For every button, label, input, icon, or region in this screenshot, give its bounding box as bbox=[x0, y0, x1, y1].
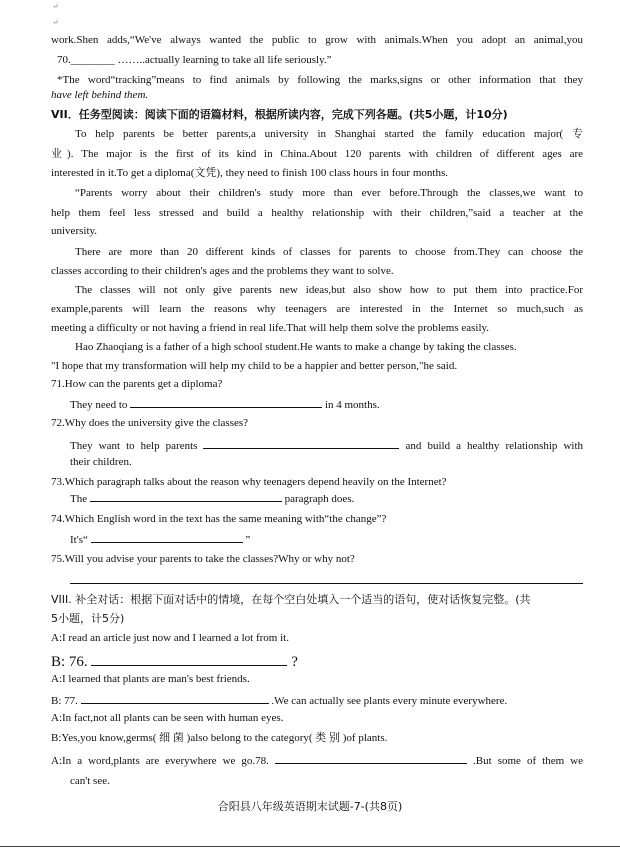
section-7-title: VII．任务型阅读：阅读下面的语篇材料，根据所读内容，完成下列各题。(共5小题，计10分) bbox=[51, 108, 508, 121]
answer-72-cont: their children. bbox=[70, 456, 132, 468]
footnote-line: have left behind them. bbox=[51, 89, 149, 101]
answer-73-blank[interactable] bbox=[90, 490, 282, 502]
passage-line: classes according to their children's ages and the problems they want to solve. bbox=[51, 265, 394, 277]
answer-73-line bbox=[70, 490, 583, 506]
dialogue-line-b77 bbox=[51, 692, 583, 708]
answer-74-line bbox=[70, 531, 583, 547]
passage-line: “Parents worry about their children's study more than ever before.Through the classes,we want to bbox=[75, 187, 583, 199]
dialogue-b77-suffix: .We can actually see plants every minute everywhere. bbox=[271, 695, 508, 707]
question-71: 71.How can the parents get a diploma? bbox=[51, 378, 223, 390]
footnote-line: *The word“tracking”means to find animals by following the marks,signs or other information that they bbox=[57, 74, 583, 86]
passage-line: example,parents will learn the reasons why teenagers are interested in the Internet so much,such as bbox=[51, 303, 583, 315]
paragraph-mark: ↵ bbox=[52, 2, 59, 11]
answer-78-blank[interactable] bbox=[275, 752, 467, 764]
answer-73-prefix: The bbox=[70, 493, 88, 505]
answer-74-prefix: It's“ bbox=[70, 534, 88, 546]
passage-line: university. bbox=[51, 225, 98, 237]
answer-71-blank[interactable] bbox=[130, 396, 322, 408]
passage-line: Hao Zhaoqiang is a father of a high school student.He wants to make a change by taking the classes. bbox=[75, 341, 517, 353]
question-74: 74.Which English word in the text has the same meaning with“the change”? bbox=[51, 513, 387, 525]
section-8-title-cont: 5小题，计5分) bbox=[51, 612, 125, 625]
passage-line: "I hope that my transformation will help my child to be a happier and better person,"he said. bbox=[51, 360, 458, 372]
passage-line: work.Shen adds,“We've always wanted the public to grow with animals.When you adopt an animal,you bbox=[51, 34, 583, 46]
dialogue-b76-suffix: ? bbox=[291, 654, 298, 670]
answer-71-prefix: They need to bbox=[70, 399, 128, 411]
passage-line: 70.________ ……..actually learning to take all life seriously.” bbox=[57, 54, 332, 66]
passage-line: interested in it.To get a diploma(文凭), they need to finish 100 class hours in four months. bbox=[51, 167, 448, 179]
dialogue-line-a1: A:I read an article just now and I learned a lot from it. bbox=[51, 632, 289, 644]
answer-71-line bbox=[70, 396, 583, 412]
dialogue-line-a2: A:I learned that plants are man's best friends. bbox=[51, 673, 250, 685]
dialogue-line-a4-cont: can't see. bbox=[70, 775, 110, 787]
passage-line: There are more than 20 different kinds of classes for parents to choose from.They can choose the bbox=[75, 246, 583, 258]
paragraph-mark: ↵ bbox=[52, 18, 59, 27]
passage-line: meeting a difficulty or not having a friend in real life.That will help them solve the problems easily. bbox=[51, 322, 490, 334]
dialogue-line-a3: A:In fact,not all plants can be seen with human eyes. bbox=[51, 712, 284, 724]
answer-74-blank[interactable] bbox=[91, 531, 243, 543]
passage-line: The classes will not only give parents new ideas,but also show how to put them into practice.For bbox=[75, 284, 583, 296]
answer-71-suffix: in 4 months. bbox=[324, 399, 380, 411]
answer-75-blank[interactable] bbox=[70, 583, 583, 584]
question-72: 72.Why does the university give the classes? bbox=[51, 417, 249, 429]
answer-72-blank[interactable] bbox=[203, 437, 399, 449]
passage-line: To help parents be better parents,a university in Shanghai started the family education major( 专 bbox=[75, 128, 583, 140]
dialogue-a4-suffix: .But some of them we bbox=[473, 755, 583, 767]
dialogue-b76-prefix: B: 76. bbox=[51, 654, 88, 670]
answer-73-suffix: paragraph does. bbox=[284, 493, 355, 505]
answer-72-line bbox=[70, 437, 583, 453]
answer-77-blank[interactable] bbox=[81, 692, 269, 704]
passage-line: help them feel less stressed and build a healthy relationship with their children,”said a teacher at the bbox=[51, 207, 583, 219]
answer-76-blank[interactable] bbox=[91, 651, 287, 666]
answer-72-suffix: and build a healthy relationship with bbox=[405, 440, 583, 452]
section-8-title: VIII. 补全对话：根据下面对话中的情境，在每个空白处填入一个适当的语句，使对话恢复完整。(共 bbox=[51, 593, 531, 606]
answer-74-suffix: ” bbox=[245, 534, 251, 546]
answer-72-prefix: They want to help parents bbox=[70, 440, 198, 452]
dialogue-line-b3: B:Yes,you know,germs( 细 菌 )also belong to the category( 类 别 )of plants. bbox=[51, 732, 388, 744]
dialogue-b77-prefix: B: 77. bbox=[51, 695, 78, 707]
dialogue-line-a4 bbox=[51, 752, 583, 768]
page-footer: 合阳县八年级英语期末试题-7-(共8页) bbox=[217, 800, 403, 813]
passage-line: 业). The major is the first of its kind in China.About 120 parents with children of different ages are bbox=[51, 148, 583, 160]
dialogue-line-b76 bbox=[51, 651, 583, 671]
dialogue-a4-prefix: A:In a word,plants are everywhere we go.78. bbox=[51, 755, 269, 767]
question-73: 73.Which paragraph talks about the reason why teenagers depend heavily on the Internet? bbox=[51, 476, 447, 488]
question-75: 75.Will you advise your parents to take the classes?Why or why not? bbox=[51, 553, 355, 565]
page-bottom-edge bbox=[0, 846, 620, 847]
